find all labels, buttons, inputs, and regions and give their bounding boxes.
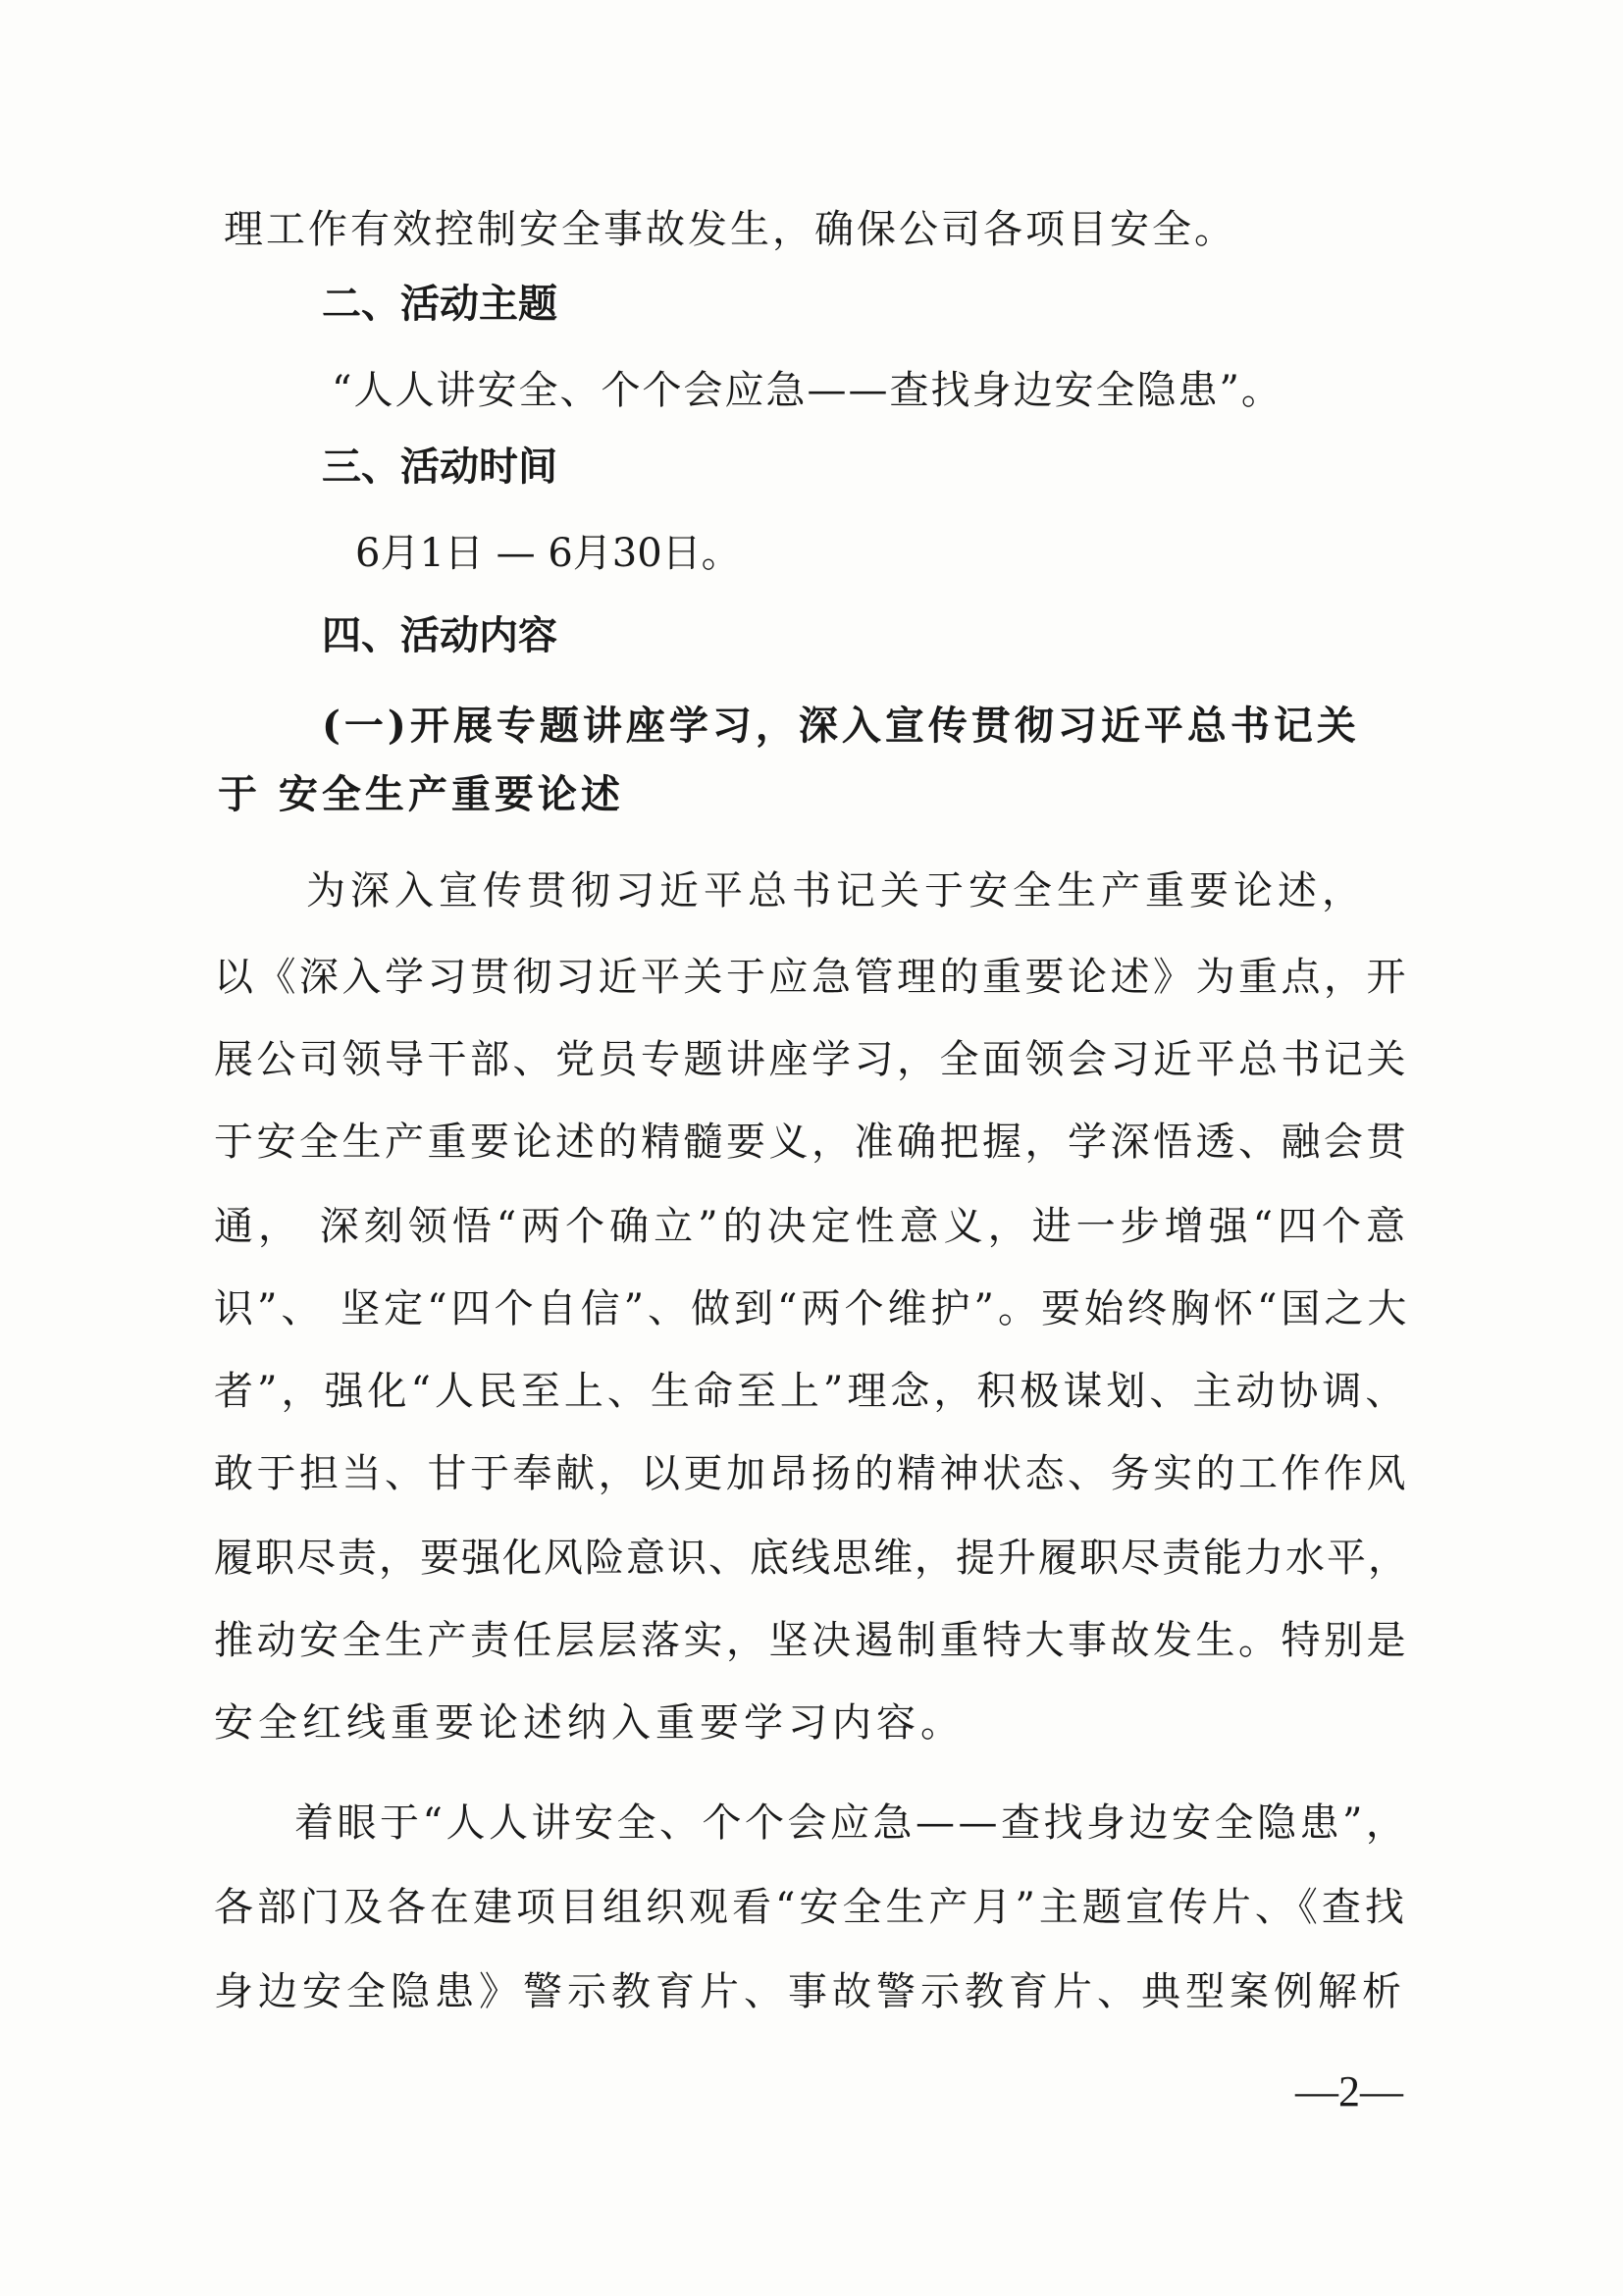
- activity-theme-text: “人人讲安全、个个会应急——查找身边安全隐患”。: [332, 368, 1283, 413]
- paragraph-2-line: 身边安全隐患》警示教育片、事故警示教育片、典型案例解析: [214, 1969, 1406, 2014]
- paragraph-1-line: 以《深入学习贯彻习近平关于应急管理的重要论述》为重点，开: [214, 955, 1409, 1000]
- paragraph-1-line: 识”、 坚定“四个自信”、做到“两个维护”。要始终胸怀“国之大: [214, 1286, 1411, 1331]
- paragraph-2-line: 各部门及各在建项目组织观看“安全生产月”主题宣传片、《查找: [214, 1885, 1408, 1930]
- intro-tail-text: 理工作有效控制安全事故发生，确保公司各项目安全。: [224, 207, 1236, 252]
- paragraph-1-line: 履职尽责，要强化风险意识、底线思维，提升履职尽责能力水平，: [214, 1536, 1409, 1581]
- paragraph-1-line: 于安全生产重要论述的精髓要义，准确把握，学深悟透、融会贯: [214, 1120, 1409, 1165]
- paragraph-1-line: 敢于担当、甘于奉献，以更加昂扬的精神状态、务实的工作作风: [214, 1451, 1409, 1496]
- paragraph-1-line: 安全红线重要论述纳入重要学习内容。: [214, 1700, 965, 1746]
- paragraph-2-line: 着眼于“人人讲安全、个个会应急——查找身边安全隐患”，: [294, 1800, 1409, 1846]
- section-3-heading: 三、活动时间: [322, 444, 557, 490]
- section-4-heading: 四、活动内容: [322, 613, 557, 658]
- page-number: —2—: [1295, 2067, 1403, 2115]
- paragraph-1-line: 者”，强化“人民至上、生命至上”理念，积极谋划、主动协调、: [214, 1369, 1409, 1414]
- paragraph-1-line: 展公司领导干部、党员专题讲座学习，全面领会习近平总书记关: [214, 1037, 1409, 1082]
- paragraph-1-line: 为深入宣传贯彻习近平总书记关于安全生产重要论述，: [306, 868, 1366, 913]
- section-2-heading: 二、活动主题: [322, 282, 557, 327]
- activity-time-text: 6月1日 — 6月30日。: [355, 531, 741, 576]
- subsection-1-heading-line1: (一)开展专题讲座学习，深入宣传贯彻习近平总书记关: [322, 703, 1360, 749]
- paragraph-1-line: 推动安全生产责任层层落实，坚决遏制重特大事故发生。特别是: [214, 1618, 1409, 1663]
- subsection-1-heading-line2: 于 安全生产重要论述: [218, 771, 624, 817]
- paragraph-1-line: 通， 深刻领悟“两个确立”的决定性意义，进一步增强“四个意: [214, 1204, 1411, 1249]
